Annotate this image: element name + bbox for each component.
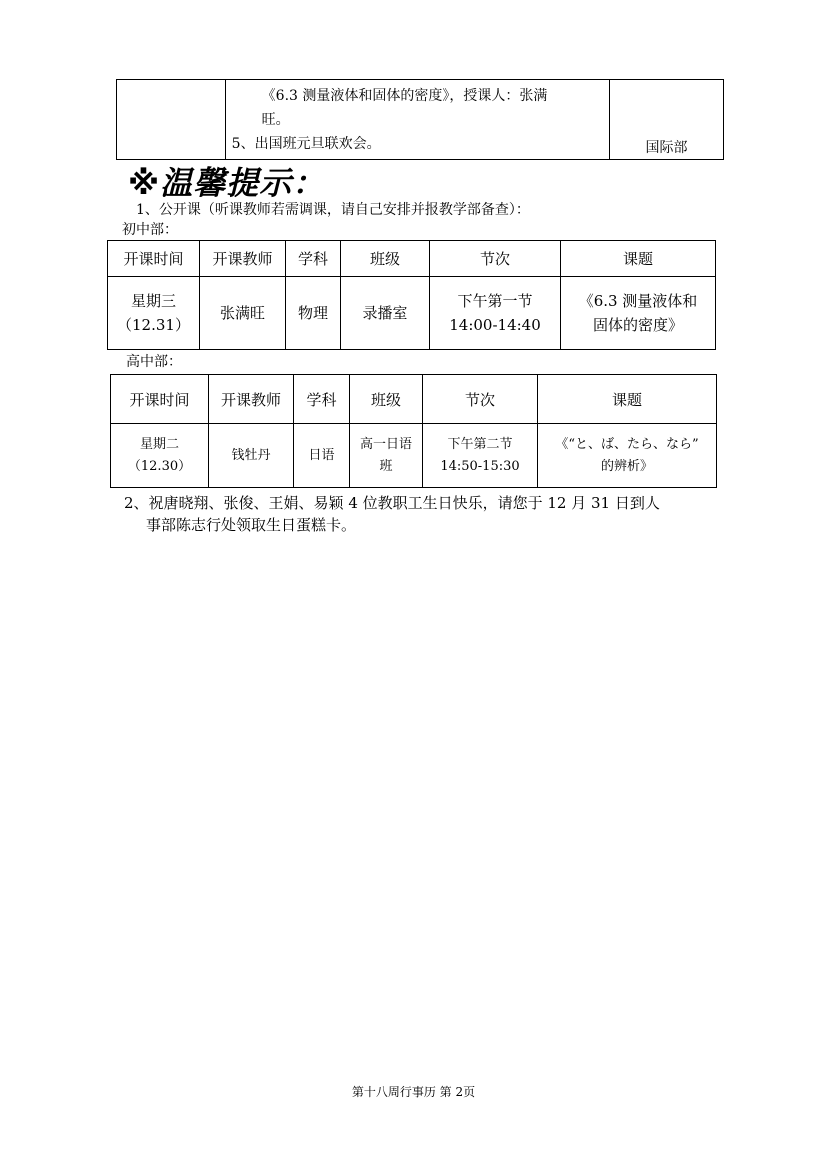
subject-cell: 日语 <box>294 424 350 488</box>
topic-cell: 《6.3 测量液体和 固体的密度》 <box>561 277 716 350</box>
item-1: 1、公开课（听课教师若需调课，请自己安排并报教学部备查）： <box>136 202 530 218</box>
topic-cell: 《“と、ば、たら、なら” 的辨析》 <box>538 424 717 488</box>
event-line: 《6.3 测量液体和固体的密度》，授课人：张满 <box>261 88 548 104</box>
period-cell: 下午第二节 14:50-15:30 <box>423 424 538 488</box>
table-header-row <box>108 241 716 277</box>
header-cell: 开课教师 <box>209 375 294 424</box>
page-footer: 第十八周行事历 第 2页 <box>351 1085 476 1099</box>
subject-cell: 物理 <box>286 277 341 350</box>
department-cell: 国际部 <box>610 80 724 160</box>
header-cell: 班级 <box>341 241 430 277</box>
header-cell: 开课时间 <box>111 375 209 424</box>
time-cell: 星期二 （12.30） <box>111 424 209 488</box>
tips-title: ※温馨提示： <box>128 164 326 202</box>
table-header-row <box>111 375 717 424</box>
event-line: 旺。 <box>261 112 290 128</box>
header-cell: 课题 <box>538 375 717 424</box>
item-2-line-2: 事部陈志行处领取生日蛋糕卡。 <box>146 516 357 534</box>
class-cell: 高一日语 班 <box>350 424 423 488</box>
junior-open-class-table <box>107 240 716 350</box>
schedule-table-continued <box>116 79 724 160</box>
header-cell: 开课时间 <box>108 241 200 277</box>
junior-label: 初中部： <box>122 222 178 238</box>
time-cell: 星期三 （12.31） <box>108 277 200 350</box>
header-cell: 班级 <box>350 375 423 424</box>
header-cell: 开课教师 <box>200 241 286 277</box>
teacher-cell: 张满旺 <box>200 277 286 350</box>
header-cell: 节次 <box>430 241 561 277</box>
header-cell: 课题 <box>561 241 716 277</box>
table-row <box>108 277 716 350</box>
events-cell <box>225 80 609 160</box>
header-cell: 学科 <box>294 375 350 424</box>
header-cell: 学科 <box>286 241 341 277</box>
period-cell: 下午第一节 14:00-14:40 <box>430 277 561 350</box>
class-cell: 录播室 <box>341 277 430 350</box>
header-cell: 节次 <box>423 375 538 424</box>
teacher-cell: 钱牡丹 <box>209 424 294 488</box>
event-line: 5、出国班元旦联欢会。 <box>231 136 381 152</box>
senior-label: 高中部： <box>126 354 182 370</box>
date-cell <box>117 80 226 160</box>
table-row <box>111 424 717 488</box>
senior-open-class-table <box>110 374 717 488</box>
item-2-line-1: 2、祝唐晓翔、张俊、王娟、易颖 4 位教职工生日快乐，请您于 12 月 31 日到人 <box>124 494 660 512</box>
